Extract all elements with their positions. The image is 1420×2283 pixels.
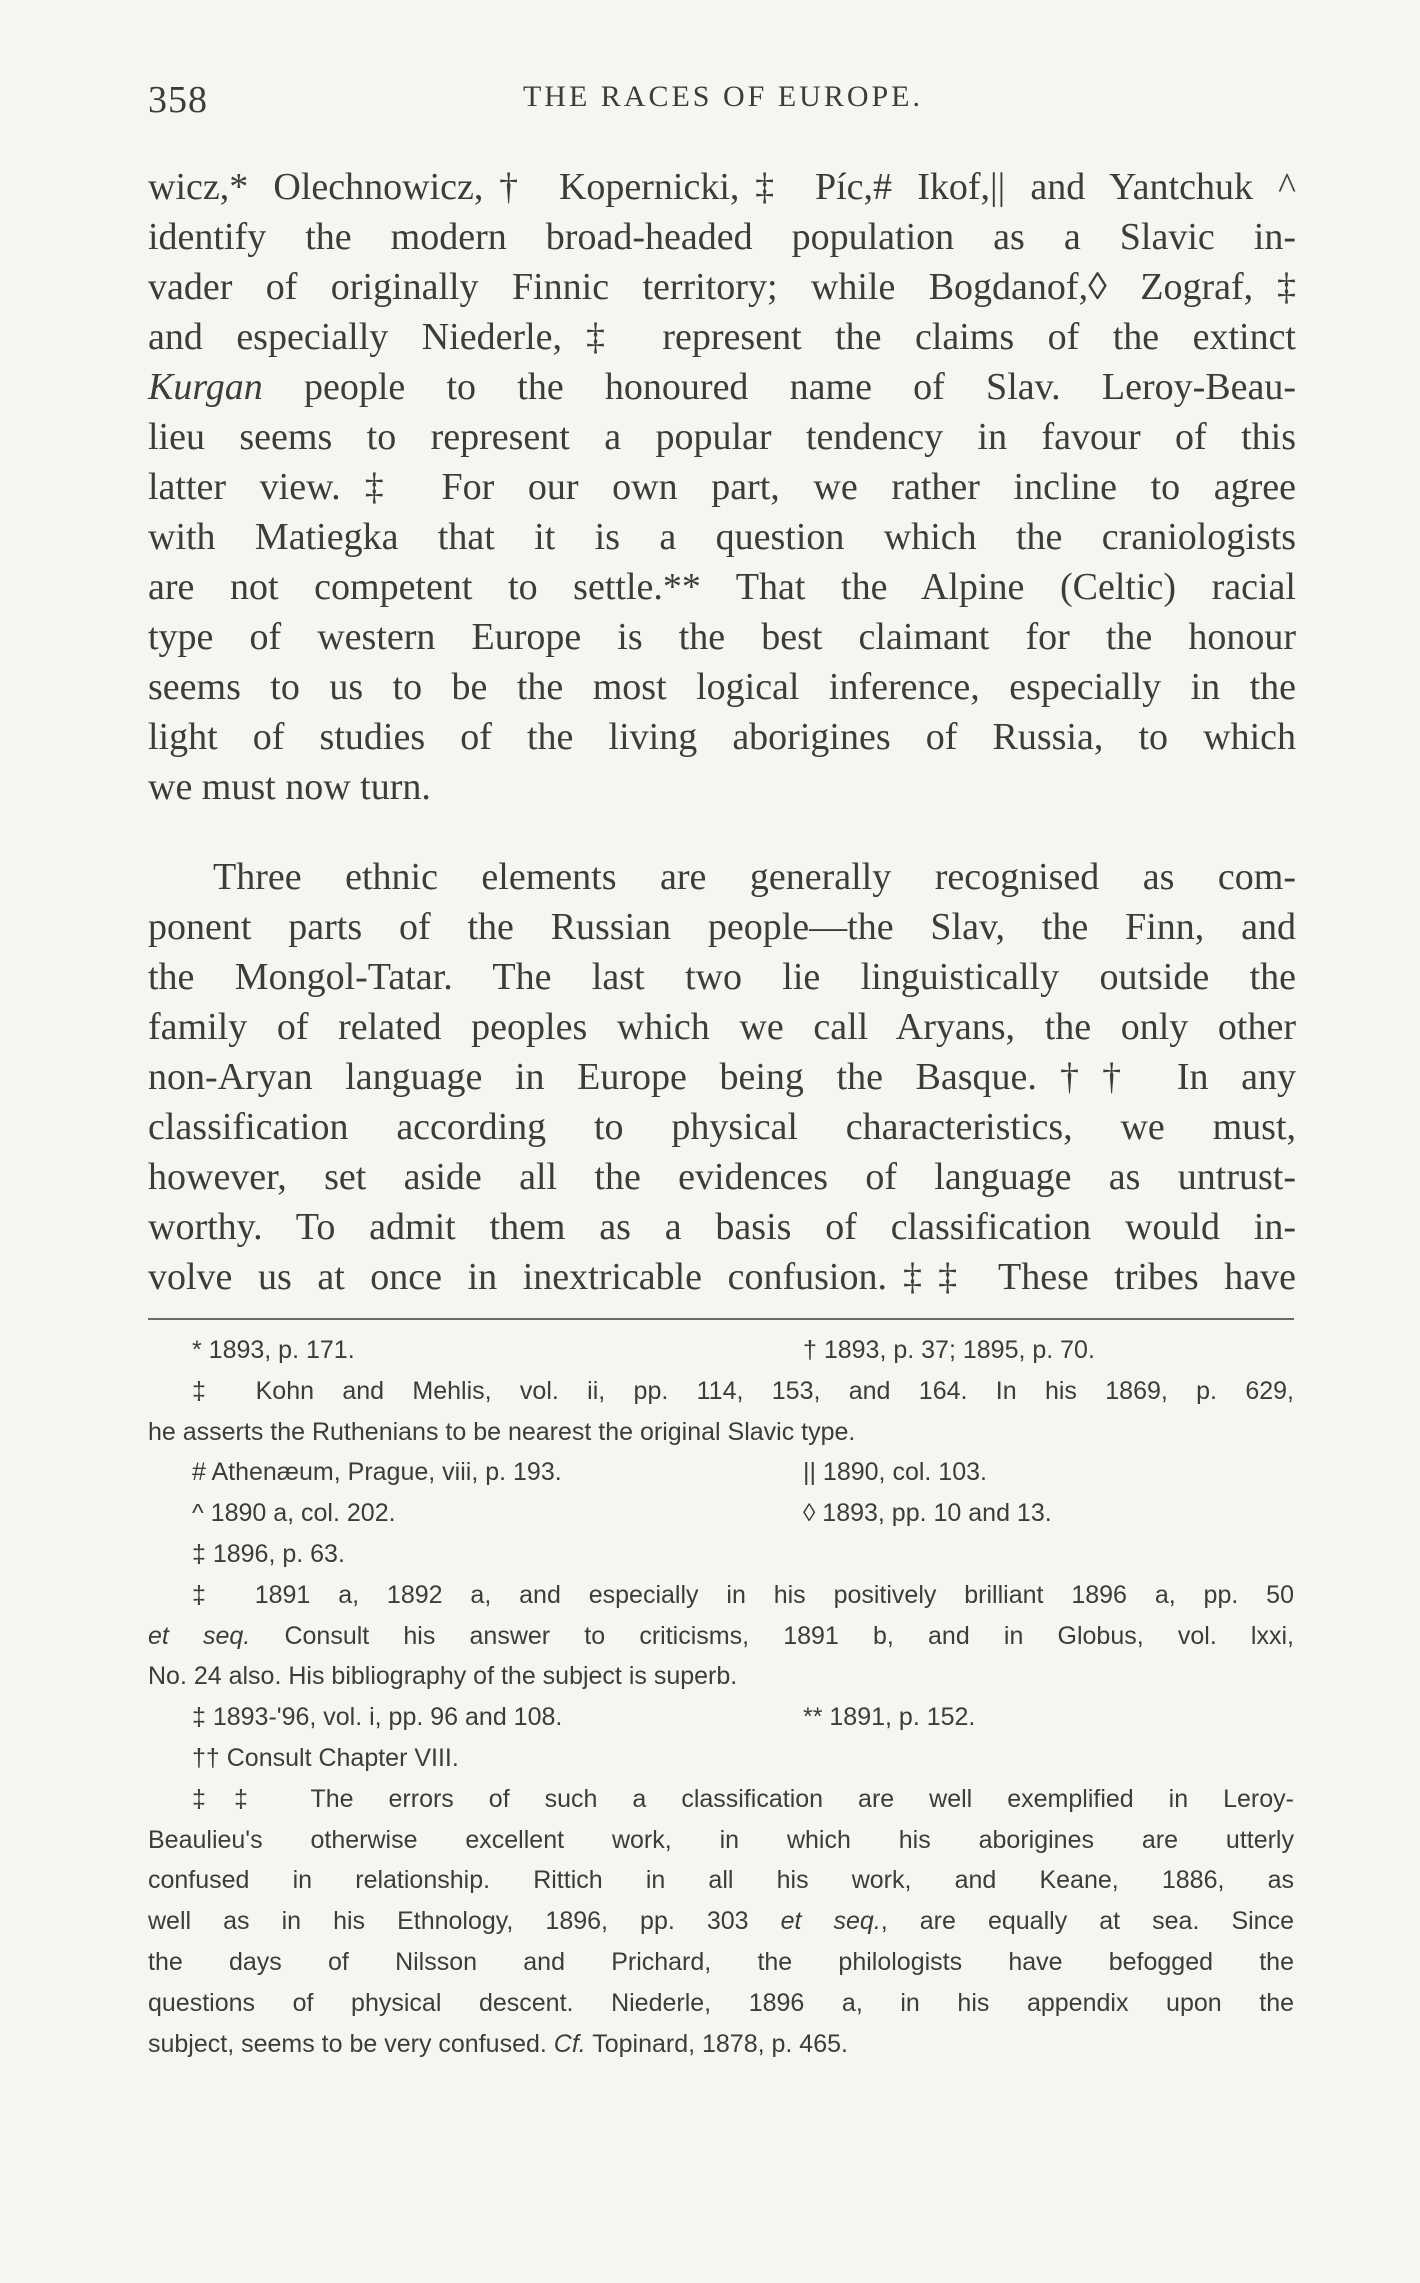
footnote-row bbox=[148, 1330, 1294, 1371]
page-number: 358 bbox=[148, 79, 208, 121]
footnote-twodagger: †† Consult Chapter VIII. bbox=[192, 1743, 459, 1772]
footnote-hash: # Athenæum, Prague, viii, p. 193. bbox=[192, 1458, 562, 1487]
footnote-zograf: ‡ 1896, p. 63. bbox=[192, 1539, 345, 1568]
footnote-twoddagger-cont bbox=[148, 2024, 1294, 2065]
text-line: vader of originally Finnic territory; while Bogdanof,◊ Zograf,‡ bbox=[148, 266, 1296, 308]
footnote-twoddagger-cont: confused in relationship. Rittich in all his work, and Keane, 1886, as bbox=[148, 1866, 1294, 1895]
text-line: non-Aryan language in Europe being the Basque.†† In any bbox=[148, 1056, 1296, 1098]
footnote-text: well as in his Ethnology, 1896, pp. 303 bbox=[148, 1907, 781, 1936]
et-seq-italic: et seq. bbox=[780, 1907, 881, 1936]
footnote-text: Topinard, 1878, p. 465. bbox=[585, 2029, 848, 2058]
text-line: light of studies of the living aborigines of Russia, to which bbox=[148, 716, 1296, 758]
text-line: Kurgan people to the honoured name of Slav. Leroy-Beau- bbox=[148, 366, 1296, 408]
paragraph-2 bbox=[148, 852, 1296, 1302]
footnote-twoddagger: ‡‡ The errors of such a classification are well exemplified in Leroy- bbox=[192, 1784, 1294, 1813]
kurgan-italic: Kurgan bbox=[148, 366, 263, 408]
paragraph-1 bbox=[148, 162, 1296, 812]
text-line: family of related peoples which we call Aryans, the only other bbox=[148, 1006, 1296, 1048]
footnote-twostar: ** 1891, p. 152. bbox=[803, 1703, 976, 1732]
footnote-niederle: ‡ 1891 a, 1892 a, and especially in his positively brilliant 1896 a, pp. 50 bbox=[192, 1580, 1294, 1609]
main-text bbox=[148, 162, 1296, 1302]
text-line: type of western Europe is the best claimant for the honour bbox=[148, 616, 1296, 658]
footnote-ddagger: ‡ Kohn and Mehlis, vol. ii, pp. 114, 153, and 164. In his 1869, p. 629, bbox=[192, 1376, 1294, 1405]
footnote-leroy: ‡ 1893-'96, vol. i, pp. 96 and 108. bbox=[192, 1703, 563, 1732]
footnote-text: , are equally at sea. Since bbox=[880, 1907, 1294, 1936]
text-line: identify the modern broad-headed population as a Slavic in- bbox=[148, 216, 1296, 258]
footnote-divider bbox=[148, 1318, 1294, 1320]
footnote-twoddagger-cont bbox=[148, 1901, 1294, 1942]
footnote-text: subject, seems to be very confused. bbox=[148, 2029, 554, 2058]
text-line: Three ethnic elements are generally recognised as com- bbox=[213, 856, 1296, 898]
text-line: worthy. To admit them as a basis of classification would in- bbox=[148, 1206, 1296, 1248]
et-seq-italic: et seq. bbox=[148, 1621, 251, 1650]
footnote-ddagger-cont: he asserts the Ruthenians to be nearest the original Slavic type. bbox=[148, 1417, 856, 1446]
text-line: volve us at once in inextricable confusion.‡‡ These tribes have bbox=[148, 1256, 1296, 1298]
text-line: the Mongol-Tatar. The last two lie linguistically outside the bbox=[148, 956, 1296, 998]
footnote-text: Consult his answer to criticisms, 1891 b, and in Globus, vol. lxxi, bbox=[250, 1621, 1294, 1650]
footnote-star: * 1893, p. 171. bbox=[192, 1336, 355, 1364]
text-line: seems to us to be the most logical inference, especially in the bbox=[148, 666, 1296, 708]
text-line: however, set aside all the evidences of language as untrust- bbox=[148, 1156, 1296, 1198]
footnote-lozenge: ◊ 1893, pp. 10 and 13. bbox=[803, 1499, 1052, 1528]
footnotes bbox=[148, 1330, 1294, 2064]
text-line: lieu seems to represent a popular tendency in favour of this bbox=[148, 416, 1296, 458]
page-header bbox=[148, 78, 1298, 128]
footnote-niederle-cont: No. 24 also. His bibliography of the subject is superb. bbox=[148, 1662, 738, 1691]
cf-italic: Cf. bbox=[553, 2029, 586, 2058]
text-line: ponent parts of the Russian people—the Slav, the Finn, and bbox=[148, 906, 1296, 948]
footnote-niederle-cont bbox=[148, 1616, 1294, 1657]
footnote-row bbox=[148, 1697, 1294, 1738]
footnote-pipe: || 1890, col. 103. bbox=[803, 1458, 987, 1487]
footnote-row bbox=[148, 1452, 1294, 1493]
text-line: classification according to physical characteristics, we must, bbox=[148, 1106, 1296, 1148]
footnote-caret: ^ 1890 a, col. 202. bbox=[192, 1499, 396, 1528]
text-line: with Matiegka that it is a question which the craniologists bbox=[148, 516, 1296, 558]
footnote-dagger: † 1893, p. 37; 1895, p. 70. bbox=[803, 1336, 1095, 1364]
footnote-twoddagger-cont: Beaulieu's otherwise excellent work, in which his aborigines are utterly bbox=[148, 1825, 1294, 1854]
footnote-twoddagger-cont: questions of physical descent. Niederle, 1896 a, in his appendix upon the bbox=[148, 1988, 1294, 2017]
footnote-twoddagger-cont: the days of Nilsson and Prichard, the philologists have befogged the bbox=[148, 1947, 1294, 1976]
text-line: latter view.‡ For our own part, we rather incline to agree bbox=[148, 466, 1296, 508]
running-title: THE RACES OF EUROPE. bbox=[522, 80, 924, 113]
text-line: and especially Niederle,‡ represent the claims of the extinct bbox=[148, 316, 1296, 358]
text-line: are not competent to settle.** That the Alpine (Celtic) racial bbox=[148, 566, 1296, 608]
text-line: wicz,* Olechnowicz,† Kopernicki,‡ Píc,# Ikof,|| and Yantchuk ^ bbox=[148, 166, 1296, 208]
footnote-row bbox=[148, 1493, 1294, 1534]
text-line: we must now turn. bbox=[148, 766, 431, 808]
